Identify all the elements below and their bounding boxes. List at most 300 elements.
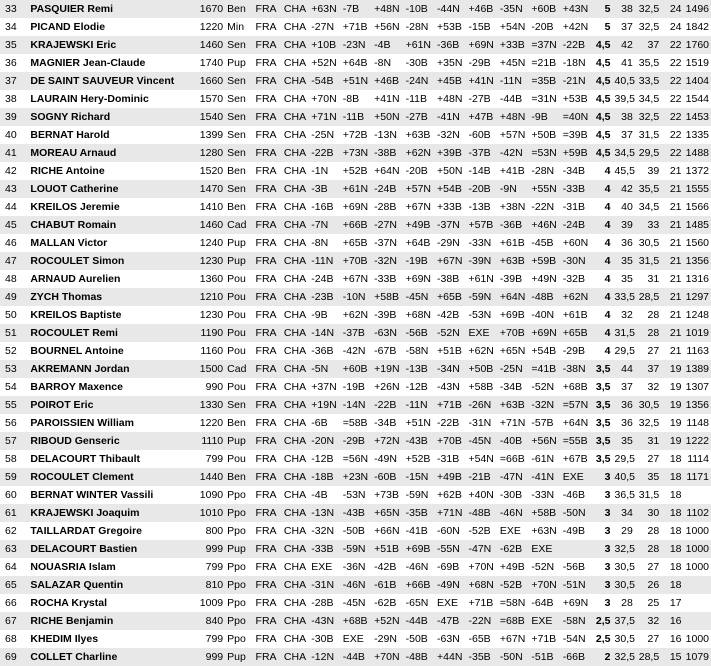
tiebreak-2-cell: 29,5 (635, 144, 661, 162)
round-result-cell: +50N (435, 162, 466, 180)
round-result-cell: +62N (341, 306, 372, 324)
league-cell: CHA (282, 162, 309, 180)
tiebreak-3-cell: 22 (661, 144, 683, 162)
federation-cell: FRA (254, 198, 282, 216)
player-name-cell: KREILOS Baptiste (28, 306, 192, 324)
player-name-cell: TAILLARDAT Gregoire (28, 522, 192, 540)
player-name-cell: RIBOUD Genseric (28, 432, 192, 450)
league-cell: CHA (282, 288, 309, 306)
round-result-cell: +64N (561, 414, 592, 432)
performance-cell: 1000 (684, 522, 711, 540)
round-result-cell: -63N (372, 324, 403, 342)
tiebreak-2-cell: 31 (635, 432, 661, 450)
round-result-cell: -22B (435, 414, 466, 432)
league-cell: CHA (282, 540, 309, 558)
rank-cell: 52 (0, 342, 28, 360)
round-result-cell: -53N (466, 306, 497, 324)
table-row (0, 540, 711, 558)
table-row (0, 306, 711, 324)
round-result-cell: EXE (529, 612, 560, 630)
tiebreak-3-cell: 21 (661, 288, 683, 306)
rating-cell: 1230 (193, 252, 225, 270)
player-name-cell: LOUOT Catherine (28, 180, 192, 198)
league-cell: CHA (282, 108, 309, 126)
rating-cell: 999 (193, 648, 225, 666)
round-result-cell: EXE (529, 540, 560, 558)
tiebreak-3-cell: 22 (661, 54, 683, 72)
round-result-cell: +19N (309, 396, 340, 414)
category-cell: Ppo (225, 576, 253, 594)
tiebreak-3-cell: 16 (661, 630, 683, 648)
federation-cell: FRA (254, 342, 282, 360)
performance-cell: 1148 (684, 414, 711, 432)
round-result-cell: +67B (561, 450, 592, 468)
round-result-cell: -33N (529, 486, 560, 504)
federation-cell: FRA (254, 468, 282, 486)
performance-cell: 1335 (684, 126, 711, 144)
performance-cell: 1485 (684, 216, 711, 234)
round-result-cell: +51N (341, 72, 372, 90)
rating-cell: 1330 (193, 396, 225, 414)
category-cell: Pup (225, 252, 253, 270)
category-cell: Sen (225, 180, 253, 198)
tiebreak-1-cell: 29,5 (613, 450, 635, 468)
performance-cell: 1519 (684, 54, 711, 72)
round-result-cell: +67N (498, 630, 529, 648)
round-result-cell: -45B (529, 234, 560, 252)
round-result-cell: EXE (466, 324, 497, 342)
federation-cell: FRA (254, 54, 282, 72)
league-cell: CHA (282, 576, 309, 594)
round-result-cell: -10N (341, 288, 372, 306)
league-cell: CHA (282, 396, 309, 414)
tiebreak-3-cell: 21 (661, 342, 683, 360)
round-result-cell: -52N (529, 378, 560, 396)
rank-cell: 56 (0, 414, 28, 432)
round-result-cell: -47B (435, 612, 466, 630)
round-result-cell: -14N (309, 324, 340, 342)
round-result-cell: +68N (404, 306, 435, 324)
player-name-cell: MOREAU Arnaud (28, 144, 192, 162)
tiebreak-1-cell: 32,5 (613, 648, 635, 666)
tiebreak-1-cell: 34,5 (613, 144, 635, 162)
points-cell: 3 (592, 522, 612, 540)
round-result-cell: -51B (529, 648, 560, 666)
federation-cell: FRA (254, 576, 282, 594)
rank-cell: 41 (0, 144, 28, 162)
round-result-cell: -69B (435, 558, 466, 576)
category-cell: Ppo (225, 612, 253, 630)
tiebreak-2-cell: 37 (635, 36, 661, 54)
round-result-cell: +70B (341, 252, 372, 270)
points-cell: 3 (592, 540, 612, 558)
rank-cell: 39 (0, 108, 28, 126)
round-result-cell: -8N (372, 54, 403, 72)
rank-cell: 58 (0, 450, 28, 468)
tiebreak-1-cell: 35 (613, 432, 635, 450)
tiebreak-3-cell: 21 (661, 270, 683, 288)
round-result-cell: -12N (309, 648, 340, 666)
round-result-cell: +64N (498, 288, 529, 306)
round-result-cell: -49N (435, 576, 466, 594)
table-row (0, 594, 711, 612)
federation-cell: FRA (254, 270, 282, 288)
round-result-cell: -30B (498, 486, 529, 504)
round-result-cell: +71B (529, 630, 560, 648)
performance-cell: 1356 (684, 396, 711, 414)
tiebreak-2-cell: 31,5 (635, 252, 661, 270)
round-result-cell: +58B (529, 504, 560, 522)
round-result-cell: -30N (561, 252, 592, 270)
category-cell: Pup (225, 540, 253, 558)
round-result-cell: -46N (341, 576, 372, 594)
table-row (0, 450, 711, 468)
round-result-cell: -41N (435, 108, 466, 126)
tiebreak-2-cell: 32,5 (635, 108, 661, 126)
round-result-cell: -49N (372, 450, 403, 468)
league-cell: CHA (282, 612, 309, 630)
rank-cell: 33 (0, 0, 28, 18)
tiebreak-2-cell: 34,5 (635, 198, 661, 216)
round-result-cell: +54N (498, 18, 529, 36)
round-result-cell: +71N (498, 414, 529, 432)
round-result-cell: -24B (561, 216, 592, 234)
round-result-cell: -34B (561, 162, 592, 180)
round-result-cell: -23B (309, 288, 340, 306)
round-result-cell: -45N (466, 432, 497, 450)
category-cell: Ppo (225, 630, 253, 648)
rank-cell: 68 (0, 630, 28, 648)
round-result-cell: -20B (466, 180, 497, 198)
table-row (0, 72, 711, 90)
rank-cell: 38 (0, 90, 28, 108)
tiebreak-1-cell: 37 (613, 378, 635, 396)
rank-cell: 62 (0, 522, 28, 540)
round-result-cell: -11B (404, 90, 435, 108)
round-result-cell: +60B (341, 360, 372, 378)
round-result-cell: -11B (341, 108, 372, 126)
player-name-cell: DELACOURT Bastien (28, 540, 192, 558)
round-result-cell: =21B (529, 54, 560, 72)
round-result-cell: -33B (561, 180, 592, 198)
player-name-cell: BARROY Maxence (28, 378, 192, 396)
points-cell: 3,5 (592, 450, 612, 468)
round-result-cell: -33N (466, 234, 497, 252)
round-result-cell: +61B (498, 234, 529, 252)
tiebreak-3-cell: 18 (661, 558, 683, 576)
round-result-cell: +65N (372, 504, 403, 522)
rating-cell: 1009 (193, 594, 225, 612)
player-name-cell: BOURNEL Antoine (28, 342, 192, 360)
round-result-cell: +56N (529, 432, 560, 450)
round-result-cell: -41N (529, 468, 560, 486)
category-cell: Cad (225, 360, 253, 378)
points-cell: 2,5 (592, 612, 612, 630)
rating-cell: 1660 (193, 72, 225, 90)
tiebreak-1-cell: 39 (613, 216, 635, 234)
round-result-cell: -46B (561, 486, 592, 504)
points-cell: 2 (592, 648, 612, 666)
round-result-cell: +68N (466, 576, 497, 594)
round-result-cell: -65B (466, 630, 497, 648)
performance-cell: 1248 (684, 306, 711, 324)
round-result-cell: -60N (435, 522, 466, 540)
tiebreak-1-cell: 35 (613, 270, 635, 288)
round-result-cell: -32N (309, 522, 340, 540)
round-result-cell: =58N (498, 594, 529, 612)
round-result-cell: -54B (309, 72, 340, 90)
table-row (0, 108, 711, 126)
rating-cell: 1160 (193, 342, 225, 360)
table-row (0, 468, 711, 486)
round-result-cell: -45N (404, 288, 435, 306)
player-name-cell: ROCOULET Simon (28, 252, 192, 270)
tiebreak-2-cell: 25 (635, 594, 661, 612)
federation-cell: FRA (254, 90, 282, 108)
round-result-cell: -24B (372, 180, 403, 198)
round-result-cell: -52B (498, 576, 529, 594)
federation-cell: FRA (254, 144, 282, 162)
rank-cell: 34 (0, 18, 28, 36)
tiebreak-1-cell: 36 (613, 414, 635, 432)
round-result-cell: -32N (529, 396, 560, 414)
category-cell: Pou (225, 306, 253, 324)
round-result-cell: +51N (404, 414, 435, 432)
round-result-cell: -44N (435, 0, 466, 18)
tiebreak-1-cell: 32,5 (613, 540, 635, 558)
round-result-cell: -6B (309, 414, 340, 432)
league-cell: CHA (282, 522, 309, 540)
round-result-cell: EXE (309, 558, 340, 576)
round-result-cell: -65N (404, 594, 435, 612)
performance-cell: 1222 (684, 432, 711, 450)
round-result-cell: +57N (404, 180, 435, 198)
tiebreak-1-cell: 29,5 (613, 342, 635, 360)
round-result-cell: +62N (561, 288, 592, 306)
round-result-cell: -48B (404, 648, 435, 666)
tiebreak-1-cell: 42 (613, 36, 635, 54)
table-row (0, 270, 711, 288)
round-result-cell: -12B (404, 378, 435, 396)
table-row (0, 234, 711, 252)
round-result-cell: -13N (309, 504, 340, 522)
category-cell: Pou (225, 342, 253, 360)
league-cell: CHA (282, 270, 309, 288)
round-result-cell: +65N (498, 342, 529, 360)
league-cell: CHA (282, 324, 309, 342)
round-result-cell: +67N (435, 252, 466, 270)
performance-cell: 1163 (684, 342, 711, 360)
round-result-cell: -59N (466, 288, 497, 306)
tiebreak-2-cell: 34,5 (635, 90, 661, 108)
round-result-cell: +26N (372, 378, 403, 396)
performance-cell: 1019 (684, 324, 711, 342)
round-result-cell: -29B (561, 342, 592, 360)
tiebreak-1-cell: 45,5 (613, 162, 635, 180)
round-result-cell: -19B (404, 252, 435, 270)
rating-cell: 799 (193, 558, 225, 576)
rating-cell: 799 (193, 630, 225, 648)
round-result-cell: -38N (561, 360, 592, 378)
category-cell: Sen (225, 90, 253, 108)
tiebreak-2-cell: 39 (635, 162, 661, 180)
round-result-cell: EXE (498, 522, 529, 540)
round-result-cell: -67B (372, 342, 403, 360)
federation-cell: FRA (254, 648, 282, 666)
tiebreak-2-cell: 30 (635, 504, 661, 522)
federation-cell: FRA (254, 378, 282, 396)
rank-cell: 66 (0, 594, 28, 612)
performance-cell (684, 486, 711, 504)
round-result-cell: -13N (372, 126, 403, 144)
round-result-cell: +59B (529, 252, 560, 270)
tiebreak-3-cell: 19 (661, 378, 683, 396)
round-result-cell: +47B (466, 108, 497, 126)
round-result-cell: -18B (309, 468, 340, 486)
player-name-cell: DE SAINT SAUVEUR Vincent (28, 72, 192, 90)
tiebreak-3-cell: 15 (661, 648, 683, 666)
tiebreak-2-cell: 28 (635, 306, 661, 324)
round-result-cell: +67N (404, 198, 435, 216)
tiebreak-1-cell: 44 (613, 360, 635, 378)
round-result-cell: -50N (498, 648, 529, 666)
round-result-cell: -60B (372, 468, 403, 486)
round-result-cell: -7N (309, 216, 340, 234)
round-result-cell: -35B (404, 504, 435, 522)
round-result-cell: -28B (309, 594, 340, 612)
player-name-cell: RICHE Antoine (28, 162, 192, 180)
federation-cell: FRA (254, 522, 282, 540)
round-result-cell: +52B (404, 450, 435, 468)
tiebreak-2-cell: 31,5 (635, 486, 661, 504)
round-result-cell: +57B (466, 216, 497, 234)
round-result-cell: =40N (561, 108, 592, 126)
player-name-cell: KRAJEWSKI Joaquim (28, 504, 192, 522)
performance-cell: 1307 (684, 378, 711, 396)
round-result-cell: +61B (561, 306, 592, 324)
round-result-cell: -16B (309, 198, 340, 216)
round-result-cell: -44B (404, 612, 435, 630)
round-result-cell: -1N (309, 162, 340, 180)
round-result-cell: +64N (372, 162, 403, 180)
round-result-cell: -37B (341, 324, 372, 342)
tiebreak-2-cell: 26 (635, 576, 661, 594)
tiebreak-1-cell: 29 (613, 522, 635, 540)
points-cell: 4 (592, 162, 612, 180)
league-cell: CHA (282, 36, 309, 54)
tiebreak-2-cell: 27 (635, 450, 661, 468)
round-result-cell: =55B (561, 432, 592, 450)
round-result-cell: +41N (372, 90, 403, 108)
category-cell: Ppo (225, 504, 253, 522)
round-result-cell: +71N (435, 504, 466, 522)
tiebreak-2-cell: 33,5 (635, 72, 661, 90)
performance-cell: 1566 (684, 198, 711, 216)
points-cell: 3 (592, 594, 612, 612)
federation-cell: FRA (254, 306, 282, 324)
round-result-cell: +46N (529, 216, 560, 234)
round-result-cell: -39B (372, 306, 403, 324)
round-result-cell: +58B (466, 378, 497, 396)
round-result-cell: +69B (498, 306, 529, 324)
round-result-cell: -31N (466, 414, 497, 432)
player-name-cell: PASQUIER Remi (28, 0, 192, 18)
points-cell: 4,5 (592, 126, 612, 144)
league-cell: CHA (282, 450, 309, 468)
player-name-cell: ARNAUD Aurelien (28, 270, 192, 288)
category-cell: Ppo (225, 486, 253, 504)
round-result-cell: -57B (529, 414, 560, 432)
category-cell: Pup (225, 234, 253, 252)
points-cell: 4,5 (592, 72, 612, 90)
rank-cell: 60 (0, 486, 28, 504)
round-result-cell: -35B (466, 648, 497, 666)
rating-cell: 1399 (193, 126, 225, 144)
table-row (0, 0, 711, 18)
round-result-cell: -56B (404, 324, 435, 342)
player-name-cell: LAURAIN Hery-Dominic (28, 90, 192, 108)
round-result-cell: +67N (341, 270, 372, 288)
performance-cell: 1114 (684, 450, 711, 468)
tiebreak-1-cell: 30,5 (613, 576, 635, 594)
player-name-cell: COLLET Charline (28, 648, 192, 666)
round-result-cell: +61N (466, 270, 497, 288)
round-result-cell: -38B (372, 144, 403, 162)
category-cell: Min (225, 18, 253, 36)
round-result-cell: -22B (309, 144, 340, 162)
rating-cell: 1740 (193, 54, 225, 72)
category-cell: Pou (225, 450, 253, 468)
rating-cell: 1280 (193, 144, 225, 162)
table-row (0, 612, 711, 630)
table-row (0, 18, 711, 36)
round-result-cell: -35N (498, 0, 529, 18)
round-result-cell: +69N (341, 198, 372, 216)
round-result-cell: -19B (341, 378, 372, 396)
tiebreak-2-cell: 32 (635, 612, 661, 630)
round-result-cell: +51B (435, 342, 466, 360)
round-result-cell: -3B (309, 180, 340, 198)
points-cell: 4,5 (592, 144, 612, 162)
tiebreak-3-cell: 19 (661, 414, 683, 432)
round-result-cell: -30B (404, 54, 435, 72)
round-result-cell: -37N (372, 234, 403, 252)
tiebreak-2-cell: 35 (635, 468, 661, 486)
rank-cell: 46 (0, 234, 28, 252)
player-name-cell: MALLAN Victor (28, 234, 192, 252)
federation-cell: FRA (254, 234, 282, 252)
tiebreak-1-cell: 38 (613, 108, 635, 126)
round-result-cell: -48B (529, 288, 560, 306)
tiebreak-2-cell: 32,5 (635, 414, 661, 432)
federation-cell: FRA (254, 36, 282, 54)
tiebreak-1-cell: 36 (613, 234, 635, 252)
tiebreak-3-cell: 22 (661, 108, 683, 126)
table-row (0, 252, 711, 270)
round-result-cell: +41N (466, 72, 497, 90)
player-name-cell: DELACOURT Thibault (28, 450, 192, 468)
tiebreak-1-cell: 40,5 (613, 72, 635, 90)
tiebreak-2-cell: 35,5 (635, 180, 661, 198)
category-cell: Ben (225, 468, 253, 486)
round-result-cell: -62B (372, 594, 403, 612)
round-result-cell: -39N (466, 252, 497, 270)
category-cell: Pou (225, 324, 253, 342)
round-result-cell: +52N (309, 54, 340, 72)
round-result-cell: -21B (466, 468, 497, 486)
points-cell: 4,5 (592, 36, 612, 54)
player-name-cell: PAROISSIEN William (28, 414, 192, 432)
